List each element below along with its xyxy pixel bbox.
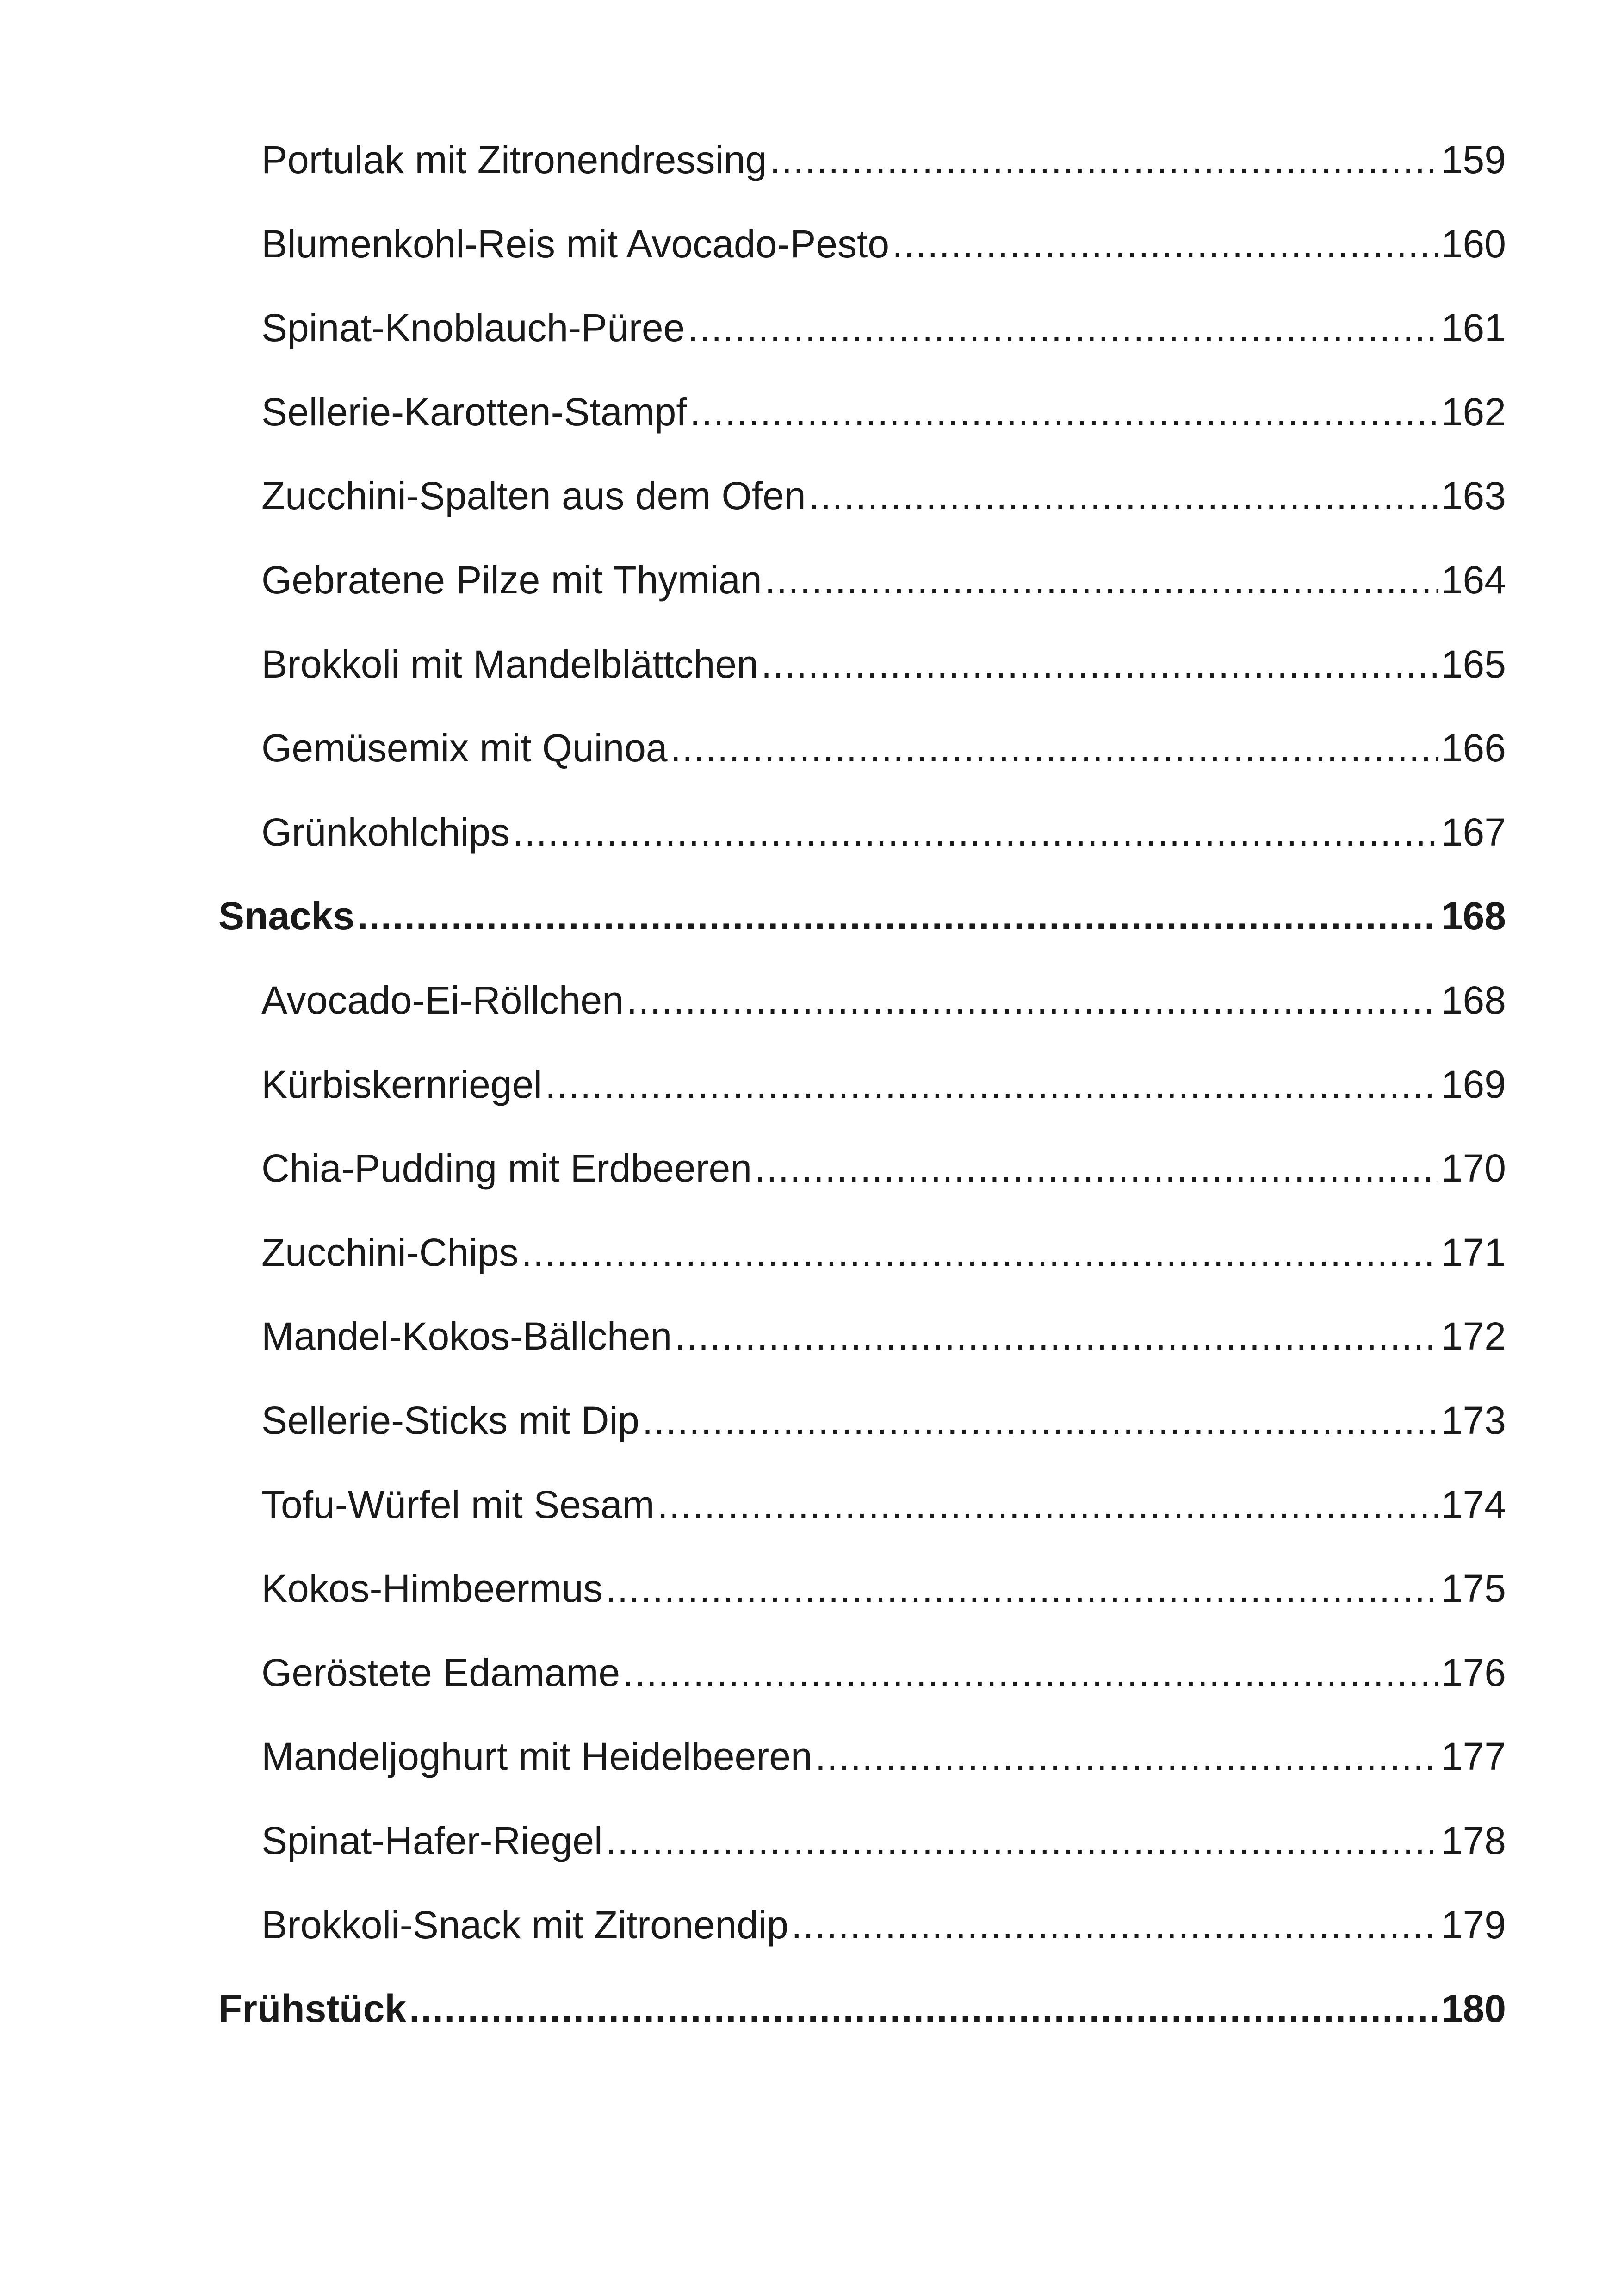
toc-entry-title: Snacks [218, 894, 355, 938]
toc-entry[interactable] [261, 1724, 1506, 1789]
toc-entry[interactable] [261, 295, 1506, 360]
toc-entry[interactable] [261, 127, 1506, 192]
toc-entry-page-number: 171 [1441, 1231, 1506, 1274]
toc-dot-leader [357, 896, 1438, 935]
toc-entry-page-number: 178 [1441, 1819, 1506, 1862]
toc-entry-title: Chia-Pudding mit Erdbeeren [261, 1146, 752, 1190]
toc-entry-page-number: 170 [1441, 1146, 1506, 1190]
toc-entry-title: Mandel-Kokos-Bällchen [261, 1314, 672, 1358]
toc-section-heading[interactable] [218, 884, 1506, 948]
toc-dot-leader [892, 224, 1438, 263]
toc-entry-page-number: 168 [1441, 894, 1506, 938]
toc-entry-title: Kürbiskernriegel [261, 1063, 542, 1106]
toc-entry-title: Grünkohlchips [261, 810, 510, 854]
toc-entry-title: Kokos-Himbeermus [261, 1567, 603, 1610]
toc-entry-page-number: 164 [1441, 558, 1506, 602]
toc-entry-title: Sellerie-Sticks mit Dip [261, 1399, 639, 1442]
toc-entry-title: Brokkoli-Snack mit Zitronendip [261, 1903, 789, 1947]
toc-entry-page-number: 172 [1441, 1314, 1506, 1358]
toc-entry-title: Frühstück [218, 1987, 407, 2030]
toc-entry-page-number: 175 [1441, 1567, 1506, 1610]
toc-dot-leader [521, 1233, 1438, 1272]
toc-dot-leader [809, 476, 1438, 515]
toc-entry-page-number: 165 [1441, 642, 1506, 686]
toc-entry-title: Sellerie-Karotten-Stampf [261, 390, 687, 434]
toc-entry[interactable] [261, 1052, 1506, 1117]
toc-entry-title: Spinat-Knoblauch-Püree [261, 306, 685, 349]
toc-entry-page-number: 169 [1441, 1063, 1506, 1106]
toc-entry-title: Mandeljoghurt mit Heidelbeeren [261, 1735, 812, 1778]
toc-entry[interactable] [261, 1136, 1506, 1201]
toc-dot-leader [791, 1905, 1438, 1944]
toc-entry-page-number: 161 [1441, 306, 1506, 349]
toc-entry-page-number: 176 [1441, 1651, 1506, 1694]
toc-entry[interactable] [261, 968, 1506, 1033]
toc-dot-leader [769, 140, 1438, 179]
toc-entry-page-number: 162 [1441, 390, 1506, 434]
toc-entry-page-number: 177 [1441, 1735, 1506, 1778]
toc-entry-page-number: 167 [1441, 810, 1506, 854]
toc-entry-page-number: 166 [1441, 726, 1506, 770]
toc-entry[interactable] [261, 1808, 1506, 1873]
toc-dot-leader [765, 560, 1438, 599]
toc-entry[interactable] [261, 800, 1506, 865]
toc-entry[interactable] [261, 1472, 1506, 1537]
toc-entry-page-number: 174 [1441, 1483, 1506, 1526]
toc-dot-leader [545, 1065, 1438, 1104]
toc-dot-leader [409, 1989, 1438, 2028]
toc-entry-page-number: 180 [1441, 1987, 1506, 2030]
toc-entry[interactable] [261, 212, 1506, 276]
toc-entry[interactable] [261, 1640, 1506, 1705]
toc-dot-leader [606, 1821, 1438, 1860]
toc-entry[interactable] [261, 463, 1506, 528]
toc-entry-title: Gebratene Pilze mit Thymian [261, 558, 762, 602]
toc-dot-leader [626, 981, 1438, 1020]
toc-entry-title: Zucchini-Spalten aus dem Ofen [261, 474, 806, 517]
toc-entry[interactable] [261, 1892, 1506, 1957]
toc-entry[interactable] [261, 1220, 1506, 1285]
toc-dot-leader [815, 1737, 1438, 1776]
toc-entry-title: Gemüsemix mit Quinoa [261, 726, 668, 770]
toc-entry[interactable] [261, 548, 1506, 612]
toc-entry[interactable] [261, 1304, 1506, 1369]
toc-entry-title: Avocado-Ei-Röllchen [261, 978, 624, 1022]
toc-section-heading[interactable] [218, 1976, 1506, 2041]
toc-entry-title: Zucchini-Chips [261, 1231, 519, 1274]
toc-dot-leader [675, 1317, 1438, 1356]
toc-dot-leader [606, 1569, 1438, 1608]
toc-entry-title: Tofu-Würfel mit Sesam [261, 1483, 655, 1526]
toc-dot-leader [690, 392, 1438, 431]
toc-entry[interactable] [261, 632, 1506, 697]
toc-dot-leader [513, 813, 1438, 852]
toc-dot-leader [688, 308, 1438, 347]
toc-entry-page-number: 159 [1441, 138, 1506, 181]
toc-entry-page-number: 179 [1441, 1903, 1506, 1947]
toc-dot-leader [755, 1149, 1438, 1188]
toc-entry-page-number: 173 [1441, 1399, 1506, 1442]
toc-entry-page-number: 168 [1441, 978, 1506, 1022]
toc-entry-page-number: 163 [1441, 474, 1506, 517]
toc-dot-leader [623, 1653, 1438, 1692]
toc-entry-title: Geröstete Edamame [261, 1651, 620, 1694]
toc-dot-leader [657, 1485, 1438, 1524]
toc-entry[interactable] [261, 380, 1506, 444]
toc-entry[interactable] [261, 1556, 1506, 1621]
toc-entry[interactable] [261, 716, 1506, 780]
toc-dot-leader [670, 728, 1438, 767]
toc-entry[interactable] [261, 1388, 1506, 1453]
toc-dot-leader [642, 1401, 1438, 1440]
toc-dot-leader [761, 645, 1438, 684]
toc-entry-title: Portulak mit Zitronendressing [261, 138, 767, 181]
toc-entry-title: Blumenkohl-Reis mit Avocado-Pesto [261, 222, 890, 266]
toc-entry-page-number: 160 [1441, 222, 1506, 266]
toc-entry-title: Spinat-Hafer-Riegel [261, 1819, 603, 1862]
toc-entry-title: Brokkoli mit Mandelblättchen [261, 642, 758, 686]
